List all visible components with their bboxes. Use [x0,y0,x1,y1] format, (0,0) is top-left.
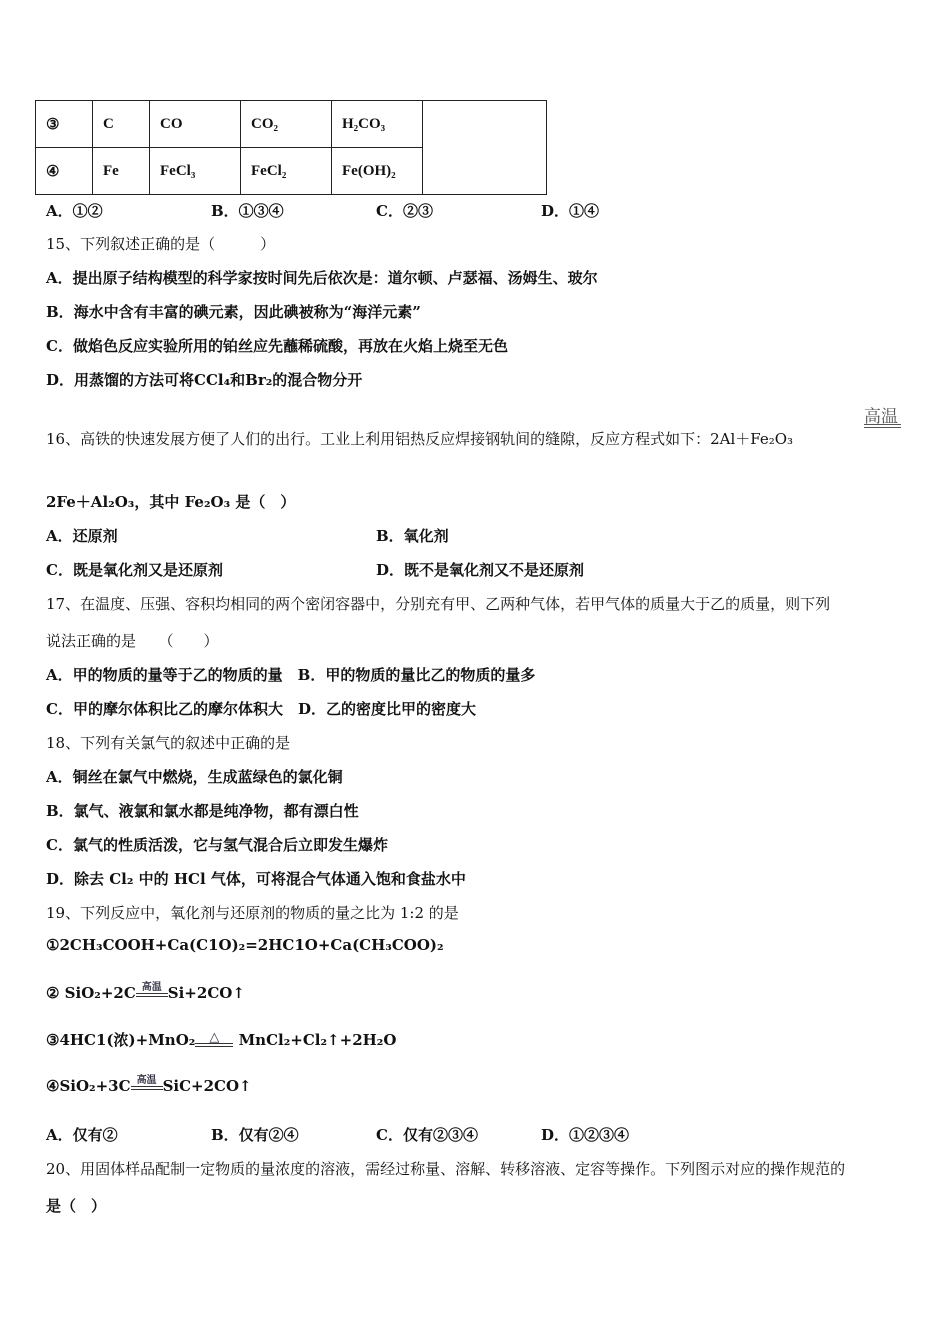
reaction-condition [131,1076,163,1090]
option-a: A．还原剂 [46,527,118,545]
table-cell: H₂CO₃ [332,101,423,148]
option-b: B．氧化剂 [376,527,449,545]
question-stem: 15、下列叙述正确的是（ ） [46,235,276,253]
question-stem: 19、下列反应中，氧化剂与还原剂的物质的量之比为 1:2 的是 [46,904,459,922]
condition-label: 高温 [141,982,162,993]
option-c: C．仅有②③④ [376,1126,478,1144]
reaction-1: ①2CH₃COOH+Ca(C1O)₂=2HC1O+Ca(CH₃COO)₂ [46,936,444,954]
question-stem-2: 2Fe＋Al₂O₃，其中 Fe₂O₃ 是（ ） [46,493,296,511]
table-row [36,101,547,148]
option-c: C．既是氧化剂又是还原剂 [46,561,223,579]
condition-label: 高温 [136,1075,157,1086]
option-a: A．铜丝在氯气中燃烧，生成蓝绿色的氯化铜 [46,768,343,786]
table-cell: Fe(OH)₂ [332,148,423,195]
reaction-right: Si+2CO↑ [167,984,245,1002]
reaction-condition: 高温 [864,407,898,427]
reaction-arrow [864,424,901,428]
table-cell: ④ [36,148,93,195]
reaction-right: MnCl₂+Cl₂↑+2H₂O [233,1031,397,1049]
reaction-condition [195,1032,233,1047]
reaction-arrow [136,993,168,997]
option-c: C．氯气的性质活泼，它与氢气混合后立即发生爆炸 [46,836,388,854]
option-d: D．既不是氧化剂又不是还原剂 [376,561,585,579]
table-cell: FeCl₂ [241,148,332,195]
option-a: A．仅有② [46,1126,118,1144]
table-cell: FeCl₃ [150,148,241,195]
question-stem: 16、高铁的快速发展方便了人们的出行。工业上利用铝热反应焊接钢轨间的缝隙，反应方程式如下：2Al＋Fe₂O₃ [46,430,794,448]
option-a: A．①② [46,202,103,220]
table-cell: Fe [93,148,150,195]
option-b: B．海水中含有丰富的碘元素，因此碘被称为“海洋元素” [46,303,421,321]
option-d: D．除去 Cl₂ 中的 HCl 气体，可将混合气体通入饱和食盐水中 [46,870,466,888]
option-d: D．①②③④ [541,1126,630,1144]
question-stem: 20、用固体样品配制一定物质的量浓度的溶液，需经过称量、溶解、转移溶液、定容等操作。下列图示对应的操作规范的 [46,1160,846,1178]
reaction-condition [136,983,168,997]
substance-table [35,100,547,195]
table-cell: ③ [36,101,93,148]
option-d: D．①④ [541,202,600,220]
option-a: A．提出原子结构模型的科学家按时间先后依次是：道尔顿、卢瑟福、汤姆生、玻尔 [46,269,598,287]
reaction-4 [46,1076,252,1095]
reaction-left: ③4HC1(浓)+MnO₂ [46,1031,196,1049]
option-b: B．①③④ [211,202,284,220]
question-stem: 18、下列有关氯气的叙述中正确的是 [46,734,291,752]
reaction-2 [46,983,245,1002]
option-d: D．用蒸馏的方法可将CCl₄和Br₂的混合物分开 [46,371,363,389]
option-c: C．做焰色反应实验所用的铂丝应先蘸稀硫酸，再放在火焰上烧至无色 [46,337,508,355]
reaction-3 [46,1029,396,1050]
options-cd: C．甲的摩尔体积比乙的摩尔体积大 D．乙的密度比甲的密度大 [46,700,476,718]
options-ab: A．甲的物质的量等于乙的物质的量 B．甲的物质的量比乙的物质的量多 [46,666,536,684]
question-stem: 17、在温度、压强、容积均相同的两个密闭容器中，分别充有甲、乙两种气体，若甲气体的质量大于乙的质量，则下列 [46,595,831,613]
question-stem-2: 是（ ） [46,1197,107,1215]
table-cell: CO [150,101,241,148]
condition-label: △ [209,1030,220,1045]
reaction-right: SiC+2CO↑ [162,1077,252,1095]
table-cell: CO₂ [241,101,332,148]
reaction-left: ④SiO₂+3C [46,1077,131,1095]
option-b: B．仅有②④ [211,1126,299,1144]
option-c: C．②③ [376,202,433,220]
reaction-arrow [131,1086,163,1090]
table-cell [423,101,547,195]
reaction-left: ② SiO₂+2C [46,984,136,1002]
option-b: B．氯气、液氯和氯水都是纯净物，都有漂白性 [46,802,359,820]
table-cell: C [93,101,150,148]
question-stem-2: 说法正确的是 （ ） [46,632,219,650]
